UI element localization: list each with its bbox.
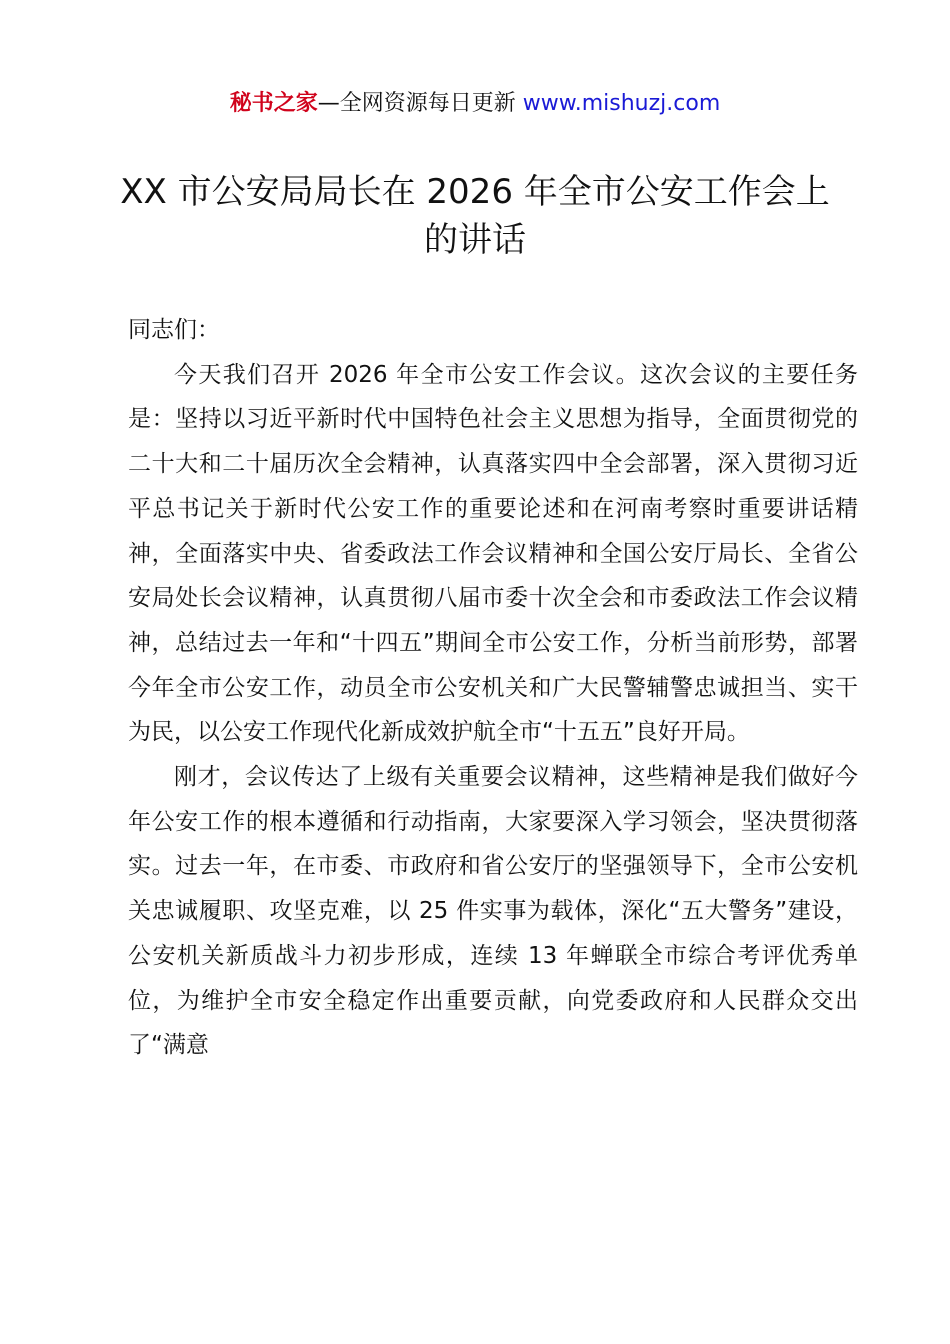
header-slogan: —全网资源每日更新 [317, 91, 523, 116]
paragraph-1: 今天我们召开 2026 年全市公安工作会议。这次会议的主要任务是：坚持以习近平新时代中国特色社会主义思想为指导，全面贯彻党的二十大和二十届历次全会精神，认真落实四中全会部署，深入贯彻习近平总书记关于新时代公安工作的重要论述和在河南考察时重要讲话精神，全面落实中央、省委政法工作会议精神和全国公安厅局长、全省公安局处长会议精神，认真贯彻八届市委十次全会和市委政法工作会议精神，总结过去一年和“十四五”期间全市公安工作，分析当前形势，部署今年全市公安工作，动员全市公安机关和广大民警辅警忠诚担当、实干为民，以公安工作现代化新成效护航全市“十五五”良好开局。 [128, 361, 858, 746]
brand-name: 秘书之家 [229, 91, 318, 116]
site-url-link[interactable]: www.mishuzj.com [522, 91, 721, 116]
document-body [128, 308, 858, 1068]
site-header [0, 88, 950, 120]
salutation: 同志们： [128, 317, 220, 343]
document-title: XX 市公安局局长在 2026 年全市公安工作会上的讲话 [120, 172, 830, 260]
paragraph-2: 刚才，会议传达了上级有关重要会议精神，这些精神是我们做好今年公安工作的根本遵循和行动指南，大家要深入学习领会，坚决贯彻落实。过去一年，在市委、市政府和省公安厅的坚强领导下，全市公安机关忠诚履职、攻坚克难，以 25 件实事为载体，深化“五大警务”建设，公安机关新质战斗力初步形成，连续 13 年蝉联全市综合考评优秀单位，为维护全市安全稳定作出重要贡献，向党委政府和人民群众交出了“满意 [128, 764, 858, 1059]
